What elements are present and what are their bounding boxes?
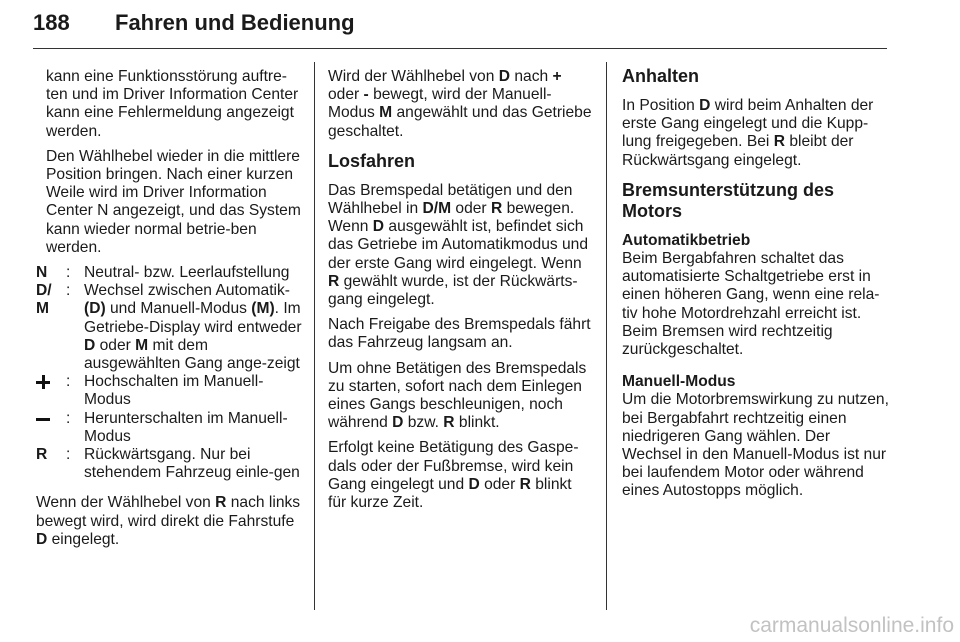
key-row-n	[36, 264, 304, 282]
key-description: Neutral- bzw. Leerlaufstellung	[84, 264, 290, 282]
colon: :	[66, 264, 71, 282]
paragraph: Um die Motorbremswirkung zu nutzen, bei Bergabfahrt rechtzeitig einen niedrigeren Gang wählen. Der Wechsel in den Manuell-Modus ist nur bei laufendem Motor oder während eines Autostopps möglich.	[622, 391, 889, 500]
page-title: Fahren und Bedienung	[115, 10, 355, 35]
column-3	[622, 68, 892, 508]
page-number: 188	[33, 10, 70, 35]
paragraph: In Position D wird beim Anhalten der erste Gang eingelegt und die Kupp-lung freigegeben. Bei R bleibt der Rückwärtsgang eingelegt.	[622, 97, 874, 169]
section-heading: Losfahren	[328, 150, 416, 171]
key-table	[36, 264, 304, 482]
plus-icon	[36, 375, 50, 389]
paragraph: Den Wählhebel wieder in die mittlere Position bringen. Nach einer kurzen Weile wird im Driver Information Center N angezeigt, und das System kann wieder normal betrie-ben werden.	[46, 147, 301, 256]
section-heading: Bremsunterstützung des Motors	[622, 179, 835, 221]
paragraph: kann eine Funktionsstörung auftre-ten und im Driver Information Center kann eine Fehlermeldung angezeigt werden.	[46, 68, 299, 140]
paragraph: Wenn der Wählhebel von R nach links bewegt wird, wird direkt die Fahrstufe D eingelegt.	[36, 494, 301, 548]
page-header	[33, 10, 887, 50]
header-rule	[33, 48, 887, 49]
section-heading: Anhalten	[622, 66, 700, 86]
paragraph: Erfolgt keine Betätigung des Gaspe-dals oder der Fußbremse, wird kein Gang eingelegt und D oder R blinkt für kurze Zeit.	[328, 439, 579, 512]
colon: :	[66, 282, 71, 300]
key-row-r	[36, 446, 304, 482]
paragraph: Das Bremspedal betätigen und den Wählhebel in D/M oder R bewegen. Wenn D ausgewählt ist, befindet sich das Getriebe im Automatikmodus und der erste Gang wird eingelegt. Wenn R gewählt wurde, ist der Rückwärts-gang eingelegt.	[328, 181, 589, 309]
column-divider-1	[314, 62, 315, 610]
key-label	[36, 410, 66, 446]
colon: :	[66, 409, 71, 427]
key-description: Hochschalten im Manuell-Modus	[84, 373, 264, 409]
key-row-plus	[36, 373, 304, 409]
watermark: carmanualsonline.info	[749, 614, 954, 637]
key-label	[36, 373, 66, 409]
key-label: R	[36, 446, 48, 464]
paragraph: Um ohne Betätigen des Bremspedals zu starten, sofort nach dem Einlegen eines Gangs beschleunigen, noch während D bzw. R blinkt.	[328, 359, 587, 432]
colon: :	[66, 446, 71, 464]
colon: :	[66, 373, 71, 391]
key-description: Wechsel zwischen Automatik- (D) und Manuell-Modus (M). Im Getriebe-Display wird entweder D oder M mit dem ausgewählten Gang ange-zeigt	[84, 282, 302, 373]
key-description: Rückwärtsgang. Nur bei stehendem Fahrzeug einle-gen	[84, 446, 300, 482]
paragraph: Wird der Wählhebel von D nach + oder - bewegt, wird der Manuell-Modus M angewählt und das Getriebe geschaltet.	[328, 68, 592, 140]
minus-icon	[36, 412, 50, 426]
key-description: Herunterschalten im Manuell-Modus	[84, 409, 288, 445]
paragraph: Nach Freigabe des Bremspedals fährt das Fahrzeug langsam an.	[328, 316, 591, 352]
column-1	[36, 68, 304, 556]
key-label: D/ M	[36, 282, 52, 318]
column-2	[328, 68, 592, 519]
subsection-heading: Automatikbetrieb	[622, 231, 751, 249]
column-divider-2	[606, 62, 607, 610]
paragraph: Beim Bergabfahren schaltet das automatisierte Schaltgetriebe erst in einen höheren Gang, wenn eine rela-tiv hohe Motordrehzahl erreicht ist. Beim Bremsen wird rechtzeitig zurückgeschaltet.	[622, 250, 880, 359]
key-row-dm	[36, 282, 304, 373]
subsection-heading: Manuell-Modus	[622, 373, 736, 391]
key-row-minus	[36, 410, 304, 446]
key-label: N	[36, 264, 48, 282]
